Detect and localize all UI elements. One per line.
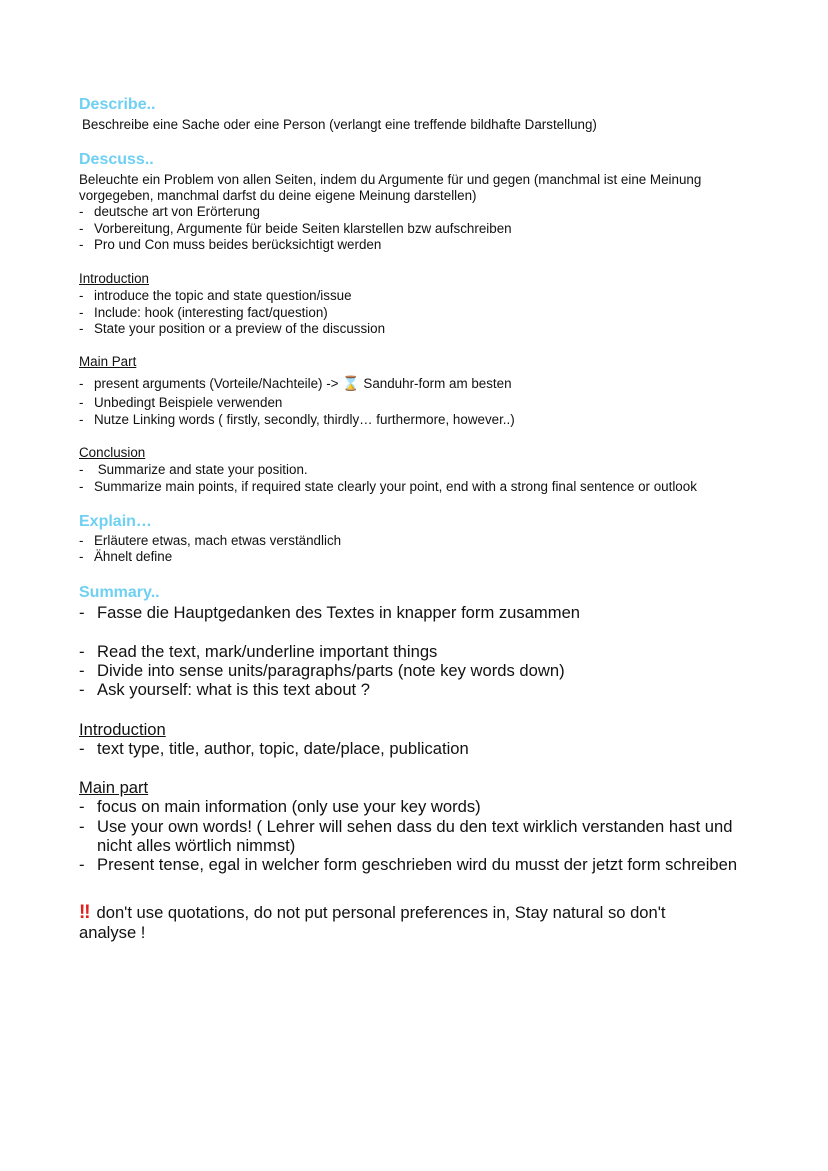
list-item <box>79 741 469 758</box>
list-item-continuation: nicht alles wörtlich nimmst) <box>97 836 296 855</box>
subheading-introduction: Introduction <box>79 720 166 739</box>
list-item-text: text type, title, author, topic, date/place, publication <box>97 739 469 758</box>
dash: - <box>79 549 84 564</box>
discuss-text: vorgegeben, manchmal darfst du deine eigene Meinung darstellen) <box>79 188 477 203</box>
subheading-main-part: Main part <box>79 778 149 797</box>
dash: - <box>79 237 84 252</box>
warning-text: don't use quotations, do not put personal preferences in, Stay natural so don't <box>96 903 666 922</box>
list-item-text: Summarize main points, if required state clearly your point, end with a strong final sentence or outlook <box>94 479 697 494</box>
list-item-text: Divide into sense units/paragraphs/parts (note key words down) <box>97 661 565 680</box>
dash: - <box>79 204 84 219</box>
dash: - <box>79 305 84 320</box>
list-item-text: Ask yourself: what is this text about ? <box>97 680 371 699</box>
heading-summary: Summary.. <box>79 584 160 601</box>
dash: - <box>79 603 85 622</box>
list-item-text: Present tense, egal in welcher form geschrieben wird du musst der jetzt form schreiben <box>97 855 738 874</box>
heading-discuss: Descuss.. <box>79 151 154 168</box>
list-item-text: State your position or a preview of the discussion <box>94 321 386 336</box>
list-item <box>79 222 512 235</box>
list-item-text: Use your own words! ( Lehrer will sehen dass du den text wirklich verstanden hast und <box>97 817 733 836</box>
dash: - <box>79 479 84 494</box>
list-item <box>79 480 697 493</box>
list-item-text: Ähnelt define <box>94 549 173 564</box>
dash: - <box>79 797 85 816</box>
list-item-text: present arguments (Vorteile/Nachteile) -> <box>94 376 339 391</box>
list-item <box>79 534 341 547</box>
list-item <box>79 819 733 836</box>
list-item-text: focus on main information (only use your key words) <box>97 797 481 816</box>
list-item <box>79 289 352 302</box>
double-exclamation-icon: ‼ <box>79 902 89 923</box>
list-item <box>79 238 381 251</box>
subheading-introduction: Introduction <box>79 271 149 286</box>
dash: - <box>79 462 84 477</box>
list-item-text: Erläutere etwas, mach etwas verständlich <box>94 533 342 548</box>
list-item-text: deutsche art von Erörterung <box>94 204 260 219</box>
list-item-text: Sanduhr-form am besten <box>363 376 512 391</box>
dash: - <box>79 855 85 874</box>
dash: - <box>79 395 84 410</box>
list-item <box>79 644 437 661</box>
dash: - <box>79 642 85 661</box>
list-item-text: Summarize and state your position. <box>94 462 308 477</box>
list-item <box>79 205 260 218</box>
dash: - <box>79 412 84 427</box>
list-item-text: Read the text, mark/underline important things <box>97 642 438 661</box>
list-item <box>79 376 512 390</box>
list-item <box>79 799 481 816</box>
dash: - <box>79 739 85 758</box>
dash: - <box>79 817 85 836</box>
list-item-text: introduce the topic and state question/issue <box>94 288 352 303</box>
dash: - <box>79 221 84 236</box>
list-item <box>79 463 308 476</box>
subheading-main-part: Main Part <box>79 354 137 369</box>
dash: - <box>79 376 84 391</box>
list-item-text: Vorbereitung, Argumente für beide Seiten klarstellen bzw aufschreiben <box>94 221 512 236</box>
dash: - <box>79 680 85 699</box>
list-item <box>79 663 565 680</box>
list-item <box>79 322 385 335</box>
list-item-text: Pro und Con muss beides berücksichtigt werden <box>94 237 382 252</box>
list-item <box>79 413 515 426</box>
heading-describe: Describe.. <box>79 96 156 113</box>
warning-text: analyse ! <box>79 923 146 942</box>
list-item <box>79 682 370 699</box>
hourglass-icon: ⌛ <box>342 375 360 391</box>
subheading-conclusion: Conclusion <box>79 445 146 460</box>
heading-explain: Explain… <box>79 513 152 530</box>
dash: - <box>79 288 84 303</box>
discuss-text: Beleuchte ein Problem von allen Seiten, indem du Argumente für und gegen (manchmal ist eine Meinung <box>79 172 702 187</box>
list-item <box>79 396 282 409</box>
list-item <box>79 605 580 622</box>
list-item-text: Fasse die Hauptgedanken des Textes in knapper form zusammen <box>97 603 581 622</box>
warning-note <box>79 903 666 922</box>
describe-text: Beschreibe eine Sache oder eine Person (verlangt eine treffende bildhafte Darstellung) <box>82 117 597 132</box>
list-item <box>79 306 328 319</box>
list-item-text: Include: hook (interesting fact/question) <box>94 305 328 320</box>
list-item-text: Nutze Linking words ( firstly, secondly, thirdly… furthermore, however..) <box>94 412 515 427</box>
list-item-text: Unbedingt Beispiele verwenden <box>94 395 283 410</box>
dash: - <box>79 321 84 336</box>
dash: - <box>79 533 84 548</box>
dash: - <box>79 661 85 680</box>
list-item <box>79 857 737 874</box>
list-item <box>79 550 172 563</box>
